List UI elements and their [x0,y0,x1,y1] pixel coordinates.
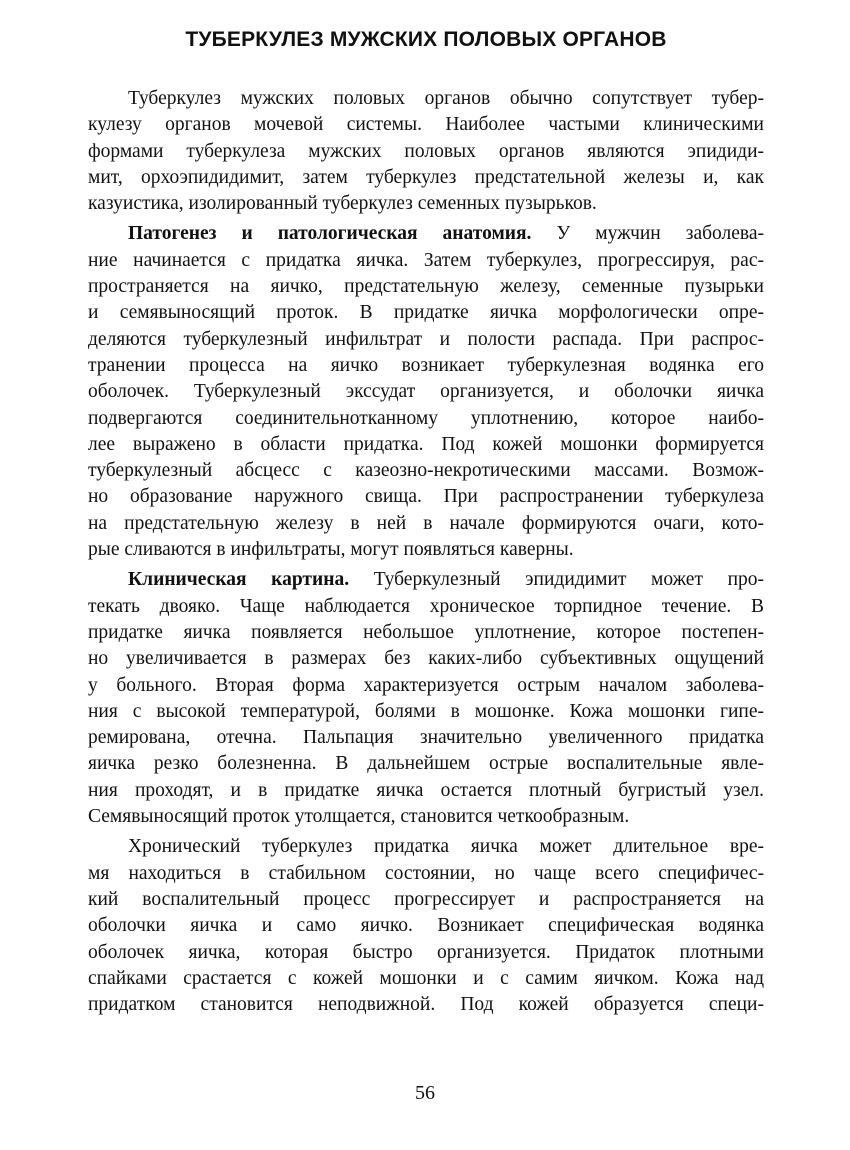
paragraph-pathogenesis [88,221,764,563]
text-line: текать двояко. Чаще наблюдается хроническое торпидное течение. В [88,595,764,617]
document-page [88,28,764,1018]
text-line: ния проходят, и в придатке яичка остается плотный бугристый узел. [88,779,764,801]
text-line: кий воспалительный процесс прогрессирует и распространяется на [88,888,764,910]
text-line: ние начинается с придатка яичка. Затем туберкулез, прогрессируя, рас- [88,249,764,271]
text-line: подвергаются соединительнотканному уплотнению, которое наибо- [88,407,764,429]
text-line: мя находиться в стабильном состоянии, но чаще всего специфичес- [88,862,764,884]
text-line: рые сливаются в инфильтраты, могут появляться каверны. [88,539,574,561]
paragraph-clinical-picture [88,567,764,830]
text-line: ремирована, отечна. Пальпация значительно увеличенного придатка [88,727,764,749]
text-line: и семявыносящий проток. В придатке яичка морфологически опре- [88,302,764,324]
text-line: кулезу органов мочевой системы. Наиболее частыми клиническими [88,114,764,136]
text-line: туберкулезный абсцесс с казеозно-некротическими массами. Возмож- [88,460,764,482]
paragraph-intro [88,86,764,217]
text-line: яичка резко болезненна. В дальнейшем острые воспалительные явле- [88,753,764,775]
paragraph-chronic [88,834,764,1018]
text-line: у больного. Вторая форма характеризуется острым началом заболева- [88,674,764,696]
text-line: ния с высокой температурой, болями в мошонке. Кожа мошонки гипе- [88,700,764,722]
text-line: придатке яичка появляется небольшое уплотнение, которое постепен- [88,621,764,643]
text-line: Хронический туберкулез придатка яичка может длительное вре- [128,836,764,858]
text-line: оболочек. Туберкулезный экссудат организуется, и оболочки яичка [88,381,764,403]
text-line: Семявыносящий проток утолщается, становится четкообразным. [88,806,630,828]
text-run: У мужчин заболева- [531,223,764,245]
text-line: деляются туберкулезный инфильтрат и полости распада. При распрос- [88,328,764,350]
section-heading-pathogenesis: Патогенез и патологическая анатомия. [128,223,532,245]
text-line: но образование наружного свища. При распространении туберкулеза [88,486,764,508]
text-line: спайками срастается с кожей мошонки и с самим яичком. Кожа над [88,967,764,989]
text-line: транении процесса на яичко возникает туберкулезная водянка его [88,354,764,376]
text-line: пространяется на яичко, предстательную железу, семенные пузырьки [88,276,764,298]
text-line: мит, орхоэпидидимит, затем туберкулез предстательной железы и, как [88,166,764,188]
text-line: формами туберкулеза мужских половых органов являются эпидиди- [88,140,764,162]
text-line: казуистика, изолированный туберкулез семенных пузырьков. [88,193,597,215]
text-line: на предстательную железу в ней в начале формируются очаги, кото- [88,512,764,534]
text-line: Туберкулез мужских половых органов обычно сопутствует тубер- [128,88,764,109]
section-heading-clinical-picture: Клиническая картина. [128,569,350,591]
text-run: Туберкулезный эпидидимит может про- [349,569,764,591]
text-line [88,567,764,593]
text-line: оболочек яичка, которая быстро организуется. Придаток плотными [88,941,764,963]
text-line: но увеличивается в размерах без каких-либо субъективных ощущений [88,648,764,670]
page-title: ТУБЕРКУЛЕЗ МУЖСКИХ ПОЛОВЫХ ОРГАНОВ [185,28,667,51]
page-number: 56 [415,1082,435,1104]
text-line: оболочки яичка и само яичко. Возникает специфическая водянка [88,915,764,937]
text-line [88,221,764,247]
text-line: придатком становится неподвижной. Под кожей образуется специ- [88,994,764,1016]
text-line: лее выражено в области придатка. Под кожей мошонки формируется [88,433,764,455]
